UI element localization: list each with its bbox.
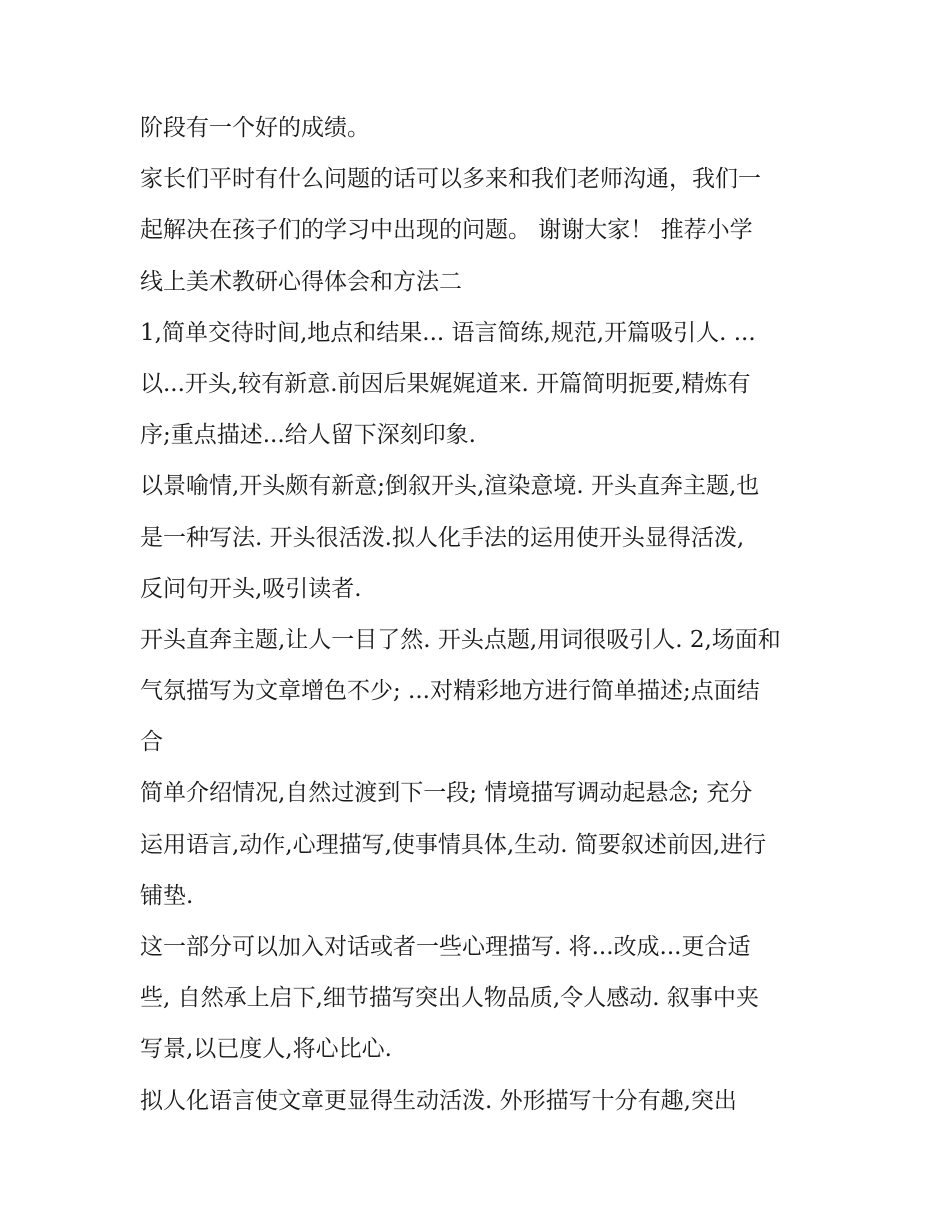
- text-line: 这一部分可以加入对话或者一些心理描写. 将...改成...更合适: [140, 934, 751, 960]
- text-line: 合: [140, 729, 163, 756]
- text-line: 是一种写法. 开头很活泼.拟人化手法的运用使开头显得活泼,: [140, 524, 745, 551]
- text-line: 线上美术教研心得体会和方法二: [140, 268, 462, 295]
- text-line: 起解决在孩子们的学习中出现的问题。 谢谢大家！ 推荐小学: [140, 217, 753, 244]
- text-line: 运用语言,动作,心理描写,使事情具体,生动. 简要叙述前因,进行: [140, 831, 767, 858]
- text-line: 些, 自然承上启下,细节描写突出人物品质,令人感动. 叙事中夹: [140, 985, 759, 1012]
- text-line: 铺垫.: [140, 882, 194, 909]
- text-line: 拟人化语言使文章更显得生动活泼. 外形描写十分有趣,突出: [140, 1087, 737, 1114]
- text-line: 写景,以已度人,将心比心.: [140, 1036, 392, 1063]
- text-line: 反问句开头,吸引读者.: [140, 575, 362, 602]
- text-line: 序;重点描述...给人留下深刻印象.: [140, 422, 476, 449]
- text-line: 开头直奔主题,让人一目了然. 开头点题,用词很吸引人. 2,场面和: [140, 626, 781, 653]
- text-line: 1,简单交待时间,地点和结果... 语言简练,规范,开篇吸引人. ...: [140, 319, 756, 346]
- text-line: 简单介绍情况,自然过渡到下一段; 情境描写调动起悬念; 充分: [140, 780, 753, 807]
- document-body: [140, 103, 820, 1127]
- text-line: 以景喻情,开头颇有新意;倒叙开头,渲染意境. 开头直奔主题,也: [140, 473, 760, 500]
- text-line: 家长们平时有什么问题的话可以多来和我们老师沟通，我们一: [140, 166, 761, 193]
- text-line: 阶段有一个好的成绩。: [140, 115, 370, 141]
- text-line: 以...开头,较有新意.前因后果娓娓道来. 开篇简明扼要,精炼有: [140, 370, 751, 397]
- text-line: 气氛描写为文章增色不少; ...对精彩地方进行简单描述;点面结: [140, 678, 760, 705]
